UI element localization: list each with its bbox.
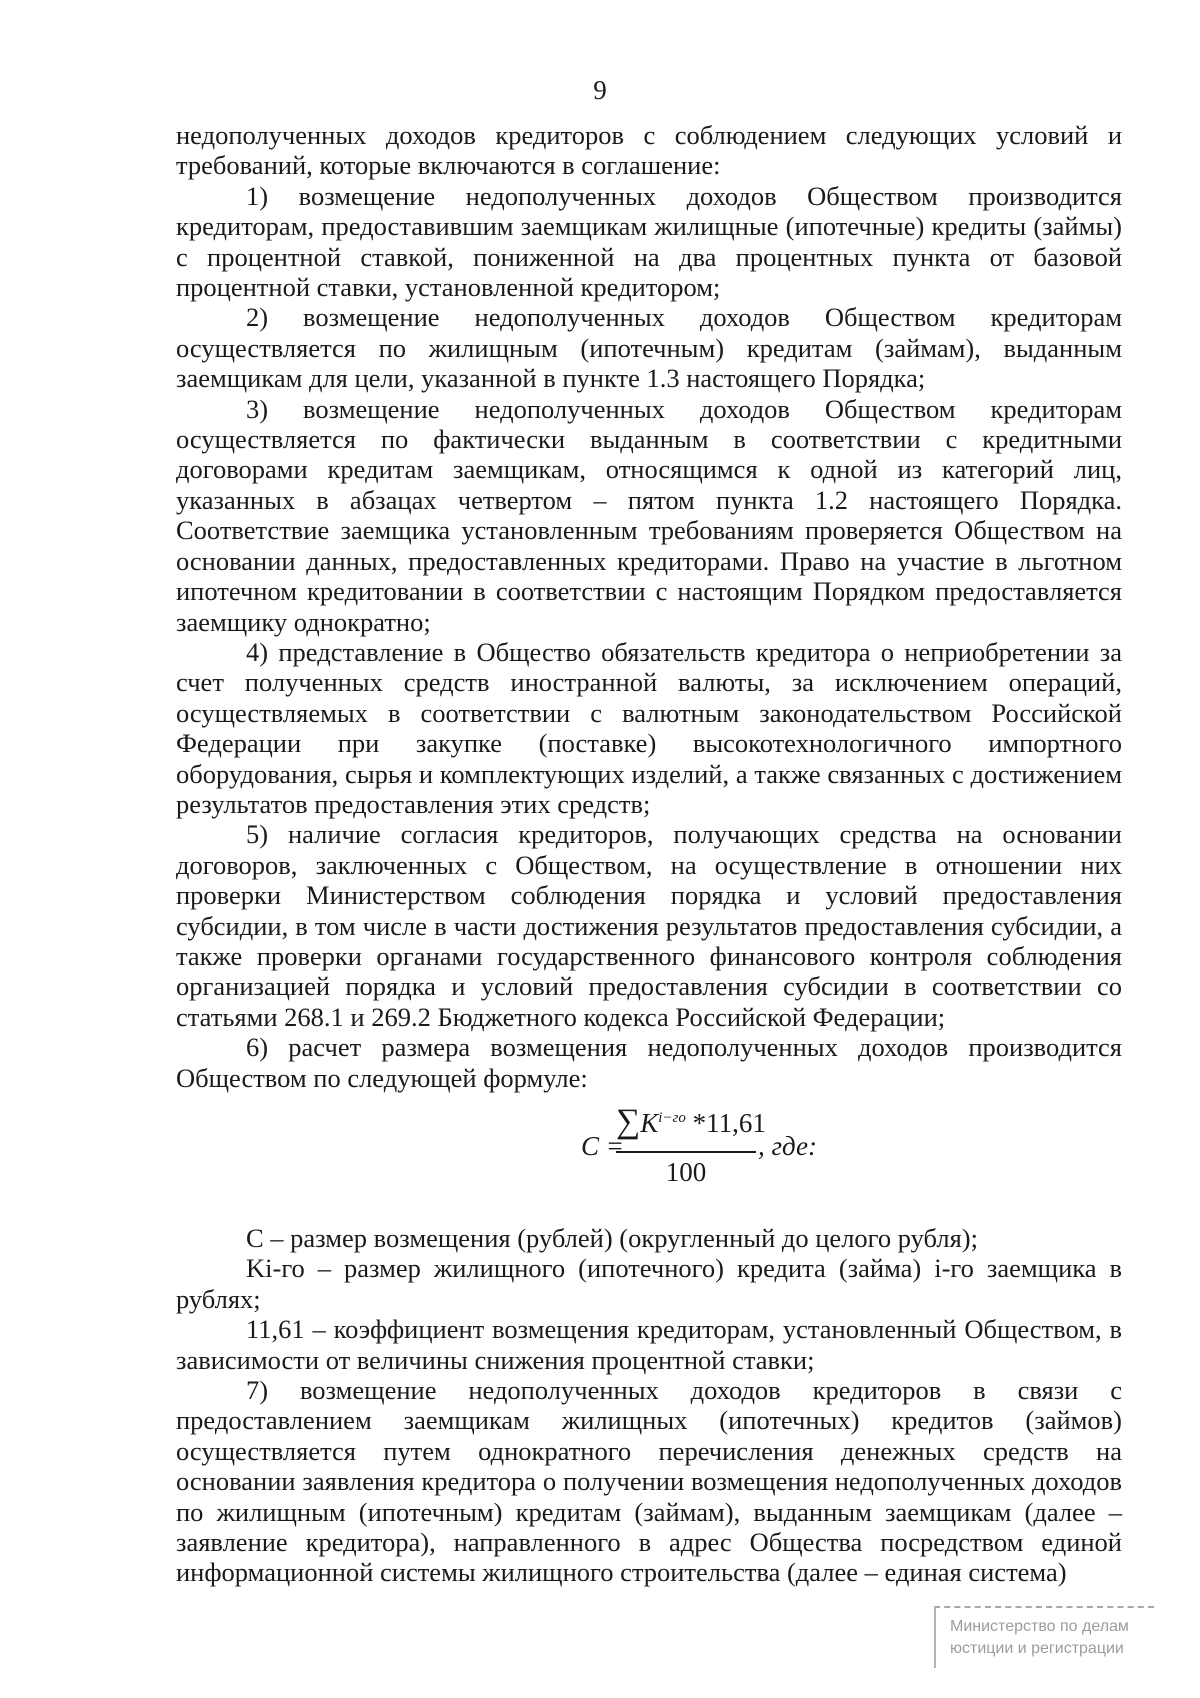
formula-k: K [640,1108,659,1138]
stamp-line-2: юстиции и регистрации [950,1640,1124,1657]
paragraph-item-6: 6) расчет размера возмещения недополученных доходов производится Обществом по следующей формуле: [176,1032,1122,1093]
document-body [176,120,1122,1588]
paragraph-continuation: недополученных доходов кредиторов с соблюдением следующих условий и требований, которые включаются в соглашение: [176,120,1122,181]
paragraph-item-1: 1) возмещение недополученных доходов Обществом производится кредиторам, предоставившим заемщикам жилищные (ипотечные) кредиты (займы) с процентной ставкой, пониженной на два процентных пункта от базовой процентной ставки, установленной кредитором; [176,180,1122,303]
paragraph-item-4: 4) представление в Общество обязательств кредитора о неприобретении за счет полученных средств иностранной валюты, за исключением операций, осуществляемых в соответствии с валютным законодательством Российской Федерации при закупке (поставке) высокотехнологичного импортного оборудования, сырья и комплектующих изделий, а также связанных с достижением результатов предоставления этих средств; [176,636,1122,819]
formula-denominator: 100 [665,1157,707,1187]
paragraph-item-3: 3) возмещение недополученных доходов Обществом кредиторам осуществляется по фактически выданным в соответствии с кредитными договорами кредитам заемщикам, относящимся к одной из категорий лиц, указанных в абзацах четвертом – пятом пункта 1.2 настоящего Порядка. Соответствие заемщика установленным требованиям проверяется Обществом на основании данных, предоставленных кредиторами. Право на участие в льготном ипотечном кредитовании в соответствии с настоящим Порядком предоставляется заемщику однократно; [176,393,1122,637]
paragraph-item-7: 7) возмещение недополученных доходов кредиторов в связи с предоставлением заемщикам жилищных (ипотечных) кредитов (займов) осуществляется путем однократного перечисления денежных средств на основании заявления кредитора о получении возмещения недополученных доходов по жилищным (ипотечным) кредитам (займам), выданным заемщикам (далее – заявление кредитора), направленного в адрес Общества посредством единой информационной системы жилищного строительства (далее – единая система) [176,1375,1122,1588]
formula-lhs: C = [581,1131,624,1161]
formula-multiplier: *11,61 [685,1108,766,1138]
formula-sum-symbol: ∑ [616,1103,641,1140]
reimbursement-formula [176,1097,1122,1213]
formula-fraction-bar [616,1151,756,1153]
formula-where: , где: [758,1131,817,1161]
ministry-stamp [934,1606,1154,1668]
stamp-line-1: Министерство по делам [950,1618,1129,1635]
definition-c: С – размер возмещения (рублей) (округленный до целого рубля); [246,1223,978,1253]
definition-k: Ki-го – размер жилищного (ипотечного) кредита (займа) i-го заемщика в рублях; [176,1253,1122,1314]
paragraph-item-5: 5) наличие согласия кредиторов, получающих средства на основании договоров, заключенных с Обществом, на осуществление в отношении них проверки Министерством соблюдения порядка и условий предоставления субсидии, в том числе в части достижения результатов предоставления субсидии, а также проверки органами государственного финансового контроля соблюдения организацией порядка и условий предоставления субсидии в соответствии со статьями 268.1 и 269.2 Бюджетного кодекса Российской Федерации; [176,819,1122,1032]
definition-coefficient: 11,61 – коэффициент возмещения кредиторам, установленный Обществом, в зависимости от величины снижения процентной ставки; [176,1314,1122,1375]
page-number: 9 [593,75,607,105]
formula-numerator [616,1103,766,1140]
paragraph-item-2: 2) возмещение недополученных доходов Обществом кредиторам осуществляется по жилищным (ипотечным) кредитам (займам), выданным заемщикам для цели, указанной в пункте 1.3 настоящего Порядка; [176,302,1122,394]
formula-superscript: i−го [658,1110,686,1126]
